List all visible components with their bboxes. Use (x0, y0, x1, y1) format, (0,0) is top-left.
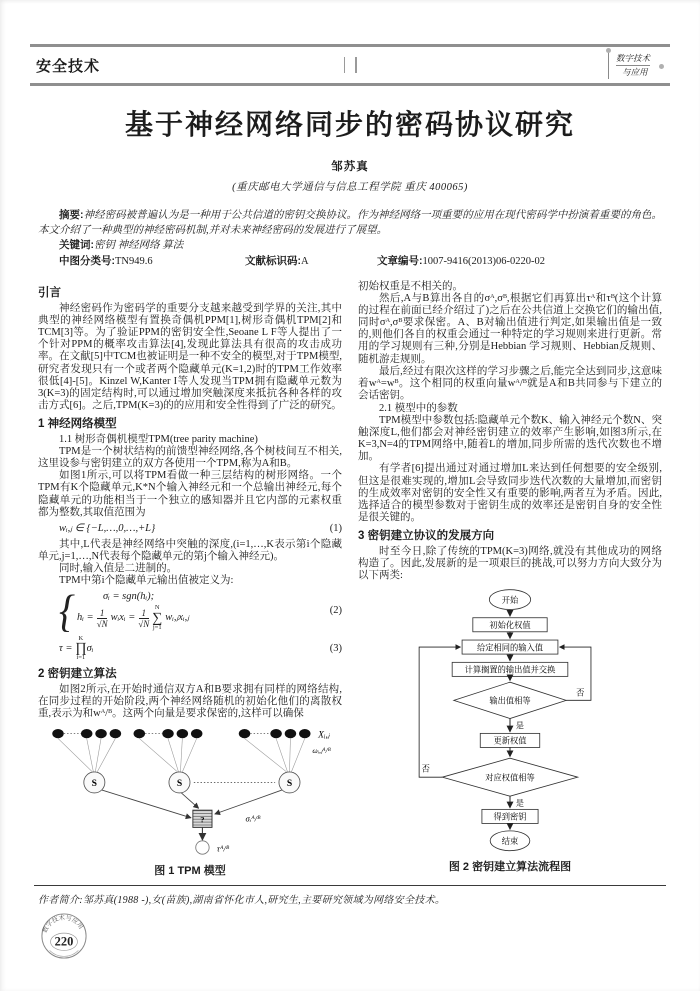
logo-dot-icon (659, 64, 664, 69)
page-number-stamp (40, 912, 700, 965)
paragraph: TPM模型中参数包括:隐藏单元个数K、输入神经元个数N、突触深度L,他们都会对神经密钥建立的效率产生影响,如图3所示,在K=3,N=4的TPM网络中,随着L的增加,同步所需的迭代次数也不增加。 (358, 415, 662, 463)
fraction: $\frac{1}{√N}$ (138, 607, 150, 629)
equation-1 (38, 523, 342, 535)
author-affiliation: (重庆邮电大学通信与信息工程学院 重庆 400065) (232, 182, 468, 193)
paragraph: 最后,经过有限次这样的学习步骤之后,能完全达到同步,这意味着wᴬ=wᴮ。这个相同的权重向量wᴬ/ᴮ就是A和B共同参与下建立的会话密钥。 (358, 365, 662, 401)
key-establishment-flowchart (394, 588, 626, 854)
abstract-text: 神经密码被普遍认为是一种用于公共信道的密钥交换协议。作为神经网络一项重要的应用在现代密码学中扮演着重要的角色。本文介绍了一种典型的神经密码机制,并对未来神经密码的发展进行了展望。 (38, 210, 663, 236)
author-name: 邹苏真 (331, 161, 369, 173)
abstract-label: 摘要: (59, 209, 84, 221)
journal-logo-line2: 与应用 (621, 66, 648, 77)
paragraph: 其中,L代表是神经网络中突触的深度,(i=1,…,K表示第i个隐藏单元,j=1,…,N代表每个隐藏单元的第j个输入神经元)。 (38, 538, 342, 562)
keywords-text: 密钥 神经网络 算法 (94, 240, 184, 251)
paragraph: 然后,A与B算出各自的σᴬ,σᴮ,根据它们再算出τᴬ和τᴮ(这个计算的过程在前面已经介绍过了)之后在公共信道上交换它们的输出值,同时σᴬ,σᴮ要求保密。A、B对输出值进行判定,如果输出值是一致的,则他们各自的权重会通过一种特定的学习规则来进行更新。常用的学习规则有三种,分别是Hebbian 学习规则、Hebbian反规则、随机游走规则。 (358, 293, 662, 365)
logo-dot-icon (606, 48, 611, 53)
fraction: $\frac{1}{√N}$ (96, 607, 108, 629)
svg-text:初始化权值: 初始化权值 (489, 621, 531, 631)
svg-text:给定相同的输入值: 给定相同的输入值 (477, 643, 543, 653)
input-neuron-group-1 (52, 729, 121, 772)
svg-text:更新权值: 更新权值 (493, 736, 527, 746)
equation-2-brace: { (59, 584, 75, 637)
column-section-title: 安全技术 (36, 57, 101, 75)
header-divider-bars (100, 57, 600, 73)
paper-title: 基于神经网络同步的密码协议研究 (124, 109, 575, 140)
output-neuron (196, 841, 209, 854)
svg-text:是: 是 (515, 721, 525, 731)
paragraph: 有学者[6]提出通过对通过增加L来达到任何想要的安全级别,但这是很难实现的,增加L会导致同步迭代次数的大量增加,而密钥的生成效率对密钥的安全性又有重要的影响,两者互为矛盾。因此,选择适合的模型参数对于密钥生成的效率还是密钥自身的安全性是很关键的。 (358, 463, 662, 523)
sigma-label: σᵢᴬ/ᴮ (245, 813, 261, 824)
svg-text:?: ? (200, 814, 205, 825)
page-header (36, 47, 664, 83)
section-heading-2: 2 密钥建立算法 (38, 667, 117, 680)
paragraph: 如图2所示,在开始时通信双方A和B要求拥有同样的网络结构,在同步过程的开始阶段,两个神经网络随机的初始化他们的离散权重,表示为和wᴬ/ᴮ。这两个向量是要求保密的,这样可以确保 (38, 683, 342, 720)
svg-text:开始: 开始 (501, 596, 519, 606)
input-label: Xᵢ,ⱼ (318, 729, 330, 741)
svg-text:否: 否 (576, 688, 585, 698)
figure-1-caption: 图 1 TPM 模型 (154, 865, 226, 878)
journal-logo-line1: 数字技术 (616, 53, 650, 66)
figure-2-flowchart (358, 588, 662, 873)
equation-1-body: wᵢ,ⱼ ∈ {−L,…,0,…,+L} (59, 522, 156, 534)
clc-number: 中图分类号:TN949.6 (59, 254, 153, 267)
footer-rule (34, 885, 666, 886)
tpm-model-diagram (42, 726, 338, 858)
equation-2-line2: hᵢ = $\frac{1}{√N}$ wᵢxᵢ = $\frac{1}{√N}$ N ∑ j=1 wᵢ,ⱼxᵢ,ⱼ (77, 604, 190, 632)
subsection-heading-1-1: 1.1 树形奇偶机模型TPM(tree parity machine) (59, 434, 258, 446)
svg-text:对应权值相等: 对应权值相等 (485, 773, 535, 783)
article-id: 文章编号:1007-9416(2013)06-0220-02 (377, 254, 545, 267)
section-heading-intro: 引言 (38, 287, 61, 299)
equation-1-number: (1) (329, 522, 342, 534)
paragraph: 同时,输入值是二进制的。 (59, 562, 178, 574)
equation-2-number: (2) (329, 605, 342, 617)
paragraph: 初始权重是不相关的。 (358, 281, 463, 292)
paragraph: TPM中第i个隐藏单元输出值被定义为: (59, 575, 234, 587)
equation-2-line1: σᵢ = sgn(hᵢ); (103, 591, 155, 603)
svg-text:否: 否 (421, 764, 430, 774)
paragraph: 如图1所示,可以将TPM看做一种三层结构的树形网络。一个TPM有K个隐藏单元,K*N个输入神经元和一个总输出神经元,每个隐藏单元的功能相当于一个独立的感知器并且它内部的元素权重都为整数,其取值范围为 (38, 470, 342, 518)
body-columns (38, 281, 662, 877)
svg-text:S: S (91, 778, 98, 790)
input-neuron-group-2 (134, 729, 203, 772)
right-column (358, 281, 662, 877)
paragraph: 时至今日,除了传统的TPM(K=3)网络,就没有其他成功的网络构造了。因此,发展新的是一项艰巨的挑战,可以努力方向大致分为以下两类: (358, 545, 662, 582)
svg-text:计算搁置的输出值并交换: 计算搁置的输出值并交换 (464, 665, 556, 675)
section-heading-3: 3 密钥建立协议的发展方向 (358, 529, 495, 542)
journal-logo (600, 52, 664, 79)
left-column (38, 281, 342, 877)
equation-2 (38, 584, 342, 637)
paragraph: 神经密码作为密码学的重要分支越来越受到学界的关注,其中典型的神经网络模型有置换奇偶机PPM[1],树形奇偶机TPM[2]和TCM[3]等。为了验证PPM的密钥安全性,Seoane L F等人提出了一个针对PPM的概率攻击算法[4],发现此算法具有很高的攻击成功率。在文献[5]中TCM也被证明是一种不安全的模型,对于TPM模型,研究者发现只有一个或者两个隐藏单元(K=1,2)时的TPM工作效率很低[4]-[5]。Kinzel W,Kanter I等人发现当TPM拥有隐藏单元数为3(K=3)的固定结构时,可以通过增加突触深度来抵抗各种各样的攻击方式[6]。之后,TPM(K=3)的的应用和安全性得到了广泛的研究。 (38, 303, 342, 411)
svg-text:S: S (176, 778, 183, 790)
svg-text:输出值相等: 输出值相等 (489, 696, 531, 706)
figure-2-caption: 图 2 密钥建立算法流程图 (448, 861, 572, 874)
page-number: 220 (54, 935, 74, 950)
abstract-paragraph (38, 208, 662, 238)
abstract-block (38, 208, 662, 269)
svg-text:是: 是 (515, 799, 525, 809)
equation-3-number: (3) (329, 642, 342, 654)
figure-1-tpm-model (38, 726, 342, 877)
header-bottom-rule (30, 83, 670, 86)
svg-text:数字技术与应用 (41, 914, 86, 935)
svg-text:得到密钥: 得到密钥 (493, 812, 527, 822)
svg-text:S: S (286, 778, 293, 790)
keywords-line (38, 238, 662, 254)
summation-symbol: N ∑ j=1 (152, 604, 163, 632)
subsection-heading-2-1: 2.1 模型中的参数 (379, 402, 458, 414)
input-neuron-group-3 (239, 729, 311, 772)
classification-line (38, 254, 662, 270)
paragraph: TPM是一个树状结构的前馈型神经网络,各个树枝间互不相关,这里设参与密钥建立的双方各使用一个TPM,称为A和B。 (38, 446, 342, 470)
author-bio: 作者简介:邹苏真(1988 -),女(苗族),湖南省怀化市人,研究生,主要研究领域为网络安全技术。 (38, 895, 446, 907)
tau-label: τᴬ/ᴮ (216, 843, 230, 854)
keywords-label: 关键词: (59, 239, 94, 251)
equation-3: τ = K ∏ i=1 σᵢ (3) (59, 634, 342, 662)
document-code: 文献标识码:A (245, 254, 309, 267)
product-symbol: K ∏ i=1 (75, 634, 87, 662)
weight-label: ωᵢ,ⱼᴬ/ᴮ (312, 746, 331, 756)
section-heading-1: 1 神经网络模型 (38, 417, 117, 430)
svg-text:结束: 结束 (501, 837, 519, 847)
stamp-arc-text: 数字技术与应用 (41, 914, 85, 935)
